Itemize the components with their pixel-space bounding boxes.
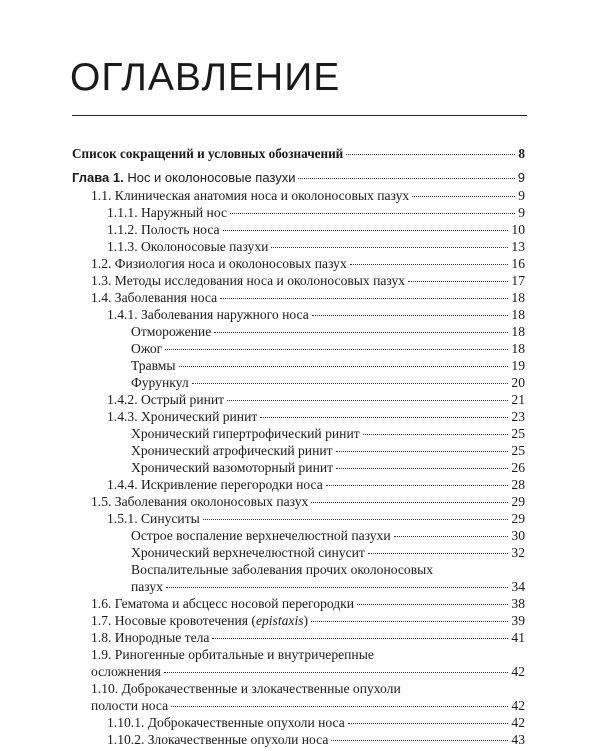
toc-page-number: 13 xyxy=(511,239,525,254)
toc-page-number: 29 xyxy=(511,511,525,526)
toc-page-number: 42 xyxy=(511,698,525,713)
toc-entry-label: Хронический гипертрофический ринит xyxy=(131,426,360,441)
dot-leader xyxy=(271,246,508,248)
toc-entry-label: 1.3. Методы исследования носа и околоносовых пазух xyxy=(91,273,406,288)
dot-leader xyxy=(312,314,509,316)
toc-page-number: 26 xyxy=(511,460,525,475)
toc-entry-label: 1.7. Носовые кровотечения (epistaxis) xyxy=(91,613,309,628)
toc-entry-1-1-2[interactable] xyxy=(107,222,525,238)
toc-entry-1-6[interactable] xyxy=(91,596,525,612)
toc-entry-acute-maxillary[interactable] xyxy=(131,528,525,544)
toc-page-number: 39 xyxy=(511,613,525,628)
toc-entry-label: 1.4.1. Заболевания наружного носа xyxy=(107,307,309,322)
toc-page-number: 43 xyxy=(511,732,525,747)
toc-entry-label: Нос и околоносовые пазухи xyxy=(123,170,296,185)
toc-entry-1-4-3[interactable] xyxy=(107,409,525,425)
toc-page-number: 16 xyxy=(511,256,525,271)
toc-page-number: 41 xyxy=(511,630,525,645)
dot-leader xyxy=(336,467,508,469)
toc-page-number: 38 xyxy=(511,596,525,611)
toc-page-number: 9 xyxy=(518,205,525,220)
toc-entry-1-4-1[interactable] xyxy=(107,307,525,323)
toc-entry-label: 1.5. Заболевания околоносовых пазух xyxy=(91,494,309,509)
toc-entry-label: Отморожение xyxy=(131,324,212,339)
toc-page-number: 18 xyxy=(511,290,525,305)
dot-leader xyxy=(394,535,509,537)
dot-leader xyxy=(326,484,509,486)
toc-entry-1-10-line1[interactable]: 1.10. Доброкачественные и злокачественные опухоли xyxy=(91,681,401,696)
toc-page-number: 18 xyxy=(511,324,525,339)
toc-entry-label: Хронический атрофический ринит xyxy=(131,443,333,458)
toc-page-number: 25 xyxy=(511,443,525,458)
dot-leader xyxy=(164,671,508,673)
toc-entry-chapter-1[interactable] xyxy=(72,170,525,186)
dot-leader xyxy=(171,705,508,707)
toc-page-number: 30 xyxy=(511,528,525,543)
toc-entry-1-7[interactable] xyxy=(91,613,525,629)
dot-leader xyxy=(230,212,515,214)
toc-entry-label: Список сокращений и условных обозначений xyxy=(72,146,344,161)
dot-leader xyxy=(260,416,508,418)
dot-leader xyxy=(336,450,509,452)
dot-leader xyxy=(298,177,514,179)
toc-entry-label: Травмы xyxy=(131,358,176,373)
toc-page-number: 20 xyxy=(511,375,525,390)
dot-leader xyxy=(412,195,515,197)
dot-leader xyxy=(227,399,508,401)
toc-entry-other-sinuses[interactable] xyxy=(131,579,525,595)
toc-page-number: 28 xyxy=(511,477,525,492)
toc-entry-1-9[interactable] xyxy=(91,664,525,680)
toc-page-number: 32 xyxy=(511,545,525,560)
toc-page-number: 9 xyxy=(517,170,525,185)
toc-page-number: 10 xyxy=(511,222,525,237)
dot-leader xyxy=(203,518,509,520)
toc-entry-1-1-1[interactable] xyxy=(107,205,525,221)
chapter-prefix: Глава 1. xyxy=(72,170,124,185)
dot-leader xyxy=(363,433,509,435)
toc-entry-other-sinuses-line1[interactable]: Воспалительные заболевания прочих околоносовых xyxy=(131,562,434,577)
toc-entry-label: 1.10.2. Злокачественные опухоли носа xyxy=(107,732,329,747)
toc-page-number: 21 xyxy=(511,392,525,407)
toc-entry-label: 1.1. Клиническая анатомия носа и околоносовых пазух xyxy=(91,188,410,203)
toc-entry-chronic-maxillary[interactable] xyxy=(131,545,525,561)
dot-leader xyxy=(223,229,509,231)
toc-entry-1-2[interactable] xyxy=(91,256,525,272)
dot-leader xyxy=(311,620,508,622)
toc-page-number: 19 xyxy=(511,358,525,373)
dot-leader xyxy=(220,297,508,299)
page-title: ОГЛАВЛЕНИЕ xyxy=(70,56,341,99)
toc-entry-1-1[interactable] xyxy=(91,188,525,204)
dot-leader xyxy=(214,331,508,333)
toc-entry-label: Ожог xyxy=(131,341,163,356)
toc-entry-label: Фурункул xyxy=(131,375,189,390)
toc-page-number: 18 xyxy=(511,341,525,356)
toc-entry-label: пазух xyxy=(131,579,163,594)
toc-entry-1-5-1[interactable] xyxy=(107,511,525,527)
toc-entry-label: 1.6. Гематома и абсцесс носовой перегородки xyxy=(91,596,355,611)
toc-page-number: 25 xyxy=(511,426,525,441)
toc-entry-1-4[interactable] xyxy=(91,290,525,306)
dot-leader xyxy=(350,263,509,265)
dot-leader xyxy=(368,552,509,554)
toc-page-number: 9 xyxy=(518,188,525,203)
toc-entry-label: Острое воспаление верхнечелюстной пазухи xyxy=(131,528,391,543)
toc-page-number: 18 xyxy=(511,307,525,322)
toc-entry-label: 1.8. Инородные тела xyxy=(91,630,210,645)
toc-entry-frostbite[interactable] xyxy=(131,324,525,340)
toc-entry-1-9-line1[interactable]: 1.9. Риногенные орбитальные и внутричерепные xyxy=(91,647,374,662)
dot-leader xyxy=(165,348,508,350)
toc-entry-burn[interactable] xyxy=(131,341,525,357)
toc-entry-label: полости носа xyxy=(91,698,169,713)
toc-entry-label: 1.5.1. Синуситы xyxy=(107,511,200,526)
toc-entry-1-3[interactable] xyxy=(91,273,525,289)
toc-entry-1-10[interactable] xyxy=(91,698,525,714)
toc-entry-1-1-3[interactable] xyxy=(107,239,525,255)
toc-entry-1-4-2[interactable] xyxy=(107,392,525,408)
toc-entry-label: 1.1.1. Наружный нос xyxy=(107,205,227,220)
toc-entry-label: Хронический верхнечелюстной синусит xyxy=(131,545,365,560)
toc-entry-label: 1.4.2. Острый ринит xyxy=(107,392,225,407)
dot-leader xyxy=(348,722,509,724)
toc-page-number: 29 xyxy=(511,494,525,509)
toc-entry-label: осложнения xyxy=(91,664,161,679)
dot-leader xyxy=(357,603,508,605)
toc-page-number: 34 xyxy=(511,579,525,594)
toc-page-number: 17 xyxy=(511,273,525,288)
dot-leader xyxy=(408,280,508,282)
toc-entry-label: 1.4.4. Искривление перегородки носа xyxy=(107,477,323,492)
toc-entry-label: 1.1.3. Околоносовые пазухи xyxy=(107,239,269,254)
dot-leader xyxy=(192,382,509,384)
toc-entry-label: 1.2. Физиология носа и околоносовых пазух xyxy=(91,256,347,271)
dot-leader xyxy=(212,637,508,639)
dot-leader xyxy=(331,739,508,741)
toc-page-number: 8 xyxy=(518,146,525,161)
toc-page-number: 23 xyxy=(511,409,525,424)
toc-entry-1-10-1[interactable] xyxy=(107,715,525,731)
dot-leader xyxy=(179,365,509,367)
toc-entry-abbreviations[interactable] xyxy=(72,146,525,162)
toc-entry-label: 1.4. Заболевания носа xyxy=(91,290,218,305)
toc-entry-furuncle[interactable] xyxy=(131,375,525,391)
toc-entry-atrophic-rhinitis[interactable] xyxy=(131,443,525,459)
toc-entry-vasomotor-rhinitis[interactable] xyxy=(131,460,525,476)
toc-entry-hypertrophic-rhinitis[interactable] xyxy=(131,426,525,442)
toc-entry-1-4-4[interactable] xyxy=(107,477,525,493)
dot-leader xyxy=(311,501,508,503)
toc-entry-1-8[interactable] xyxy=(91,630,525,646)
toc-entry-label: 1.1.2. Полость носа xyxy=(107,222,220,237)
toc-entry-label: 1.10.1. Доброкачественные опухоли носа xyxy=(107,715,345,730)
dot-leader xyxy=(166,586,508,588)
toc-entry-1-10-2[interactable] xyxy=(107,732,525,748)
toc-entry-trauma[interactable] xyxy=(131,358,525,374)
toc-page-number: 42 xyxy=(511,715,525,730)
toc-entry-label: 1.4.3. Хронический ринит xyxy=(107,409,258,424)
dot-leader xyxy=(346,153,515,155)
toc-entry-label: Хронический вазомоторный ринит xyxy=(131,460,334,475)
toc-entry-1-5[interactable] xyxy=(91,494,525,510)
toc-page-number: 42 xyxy=(511,664,525,679)
